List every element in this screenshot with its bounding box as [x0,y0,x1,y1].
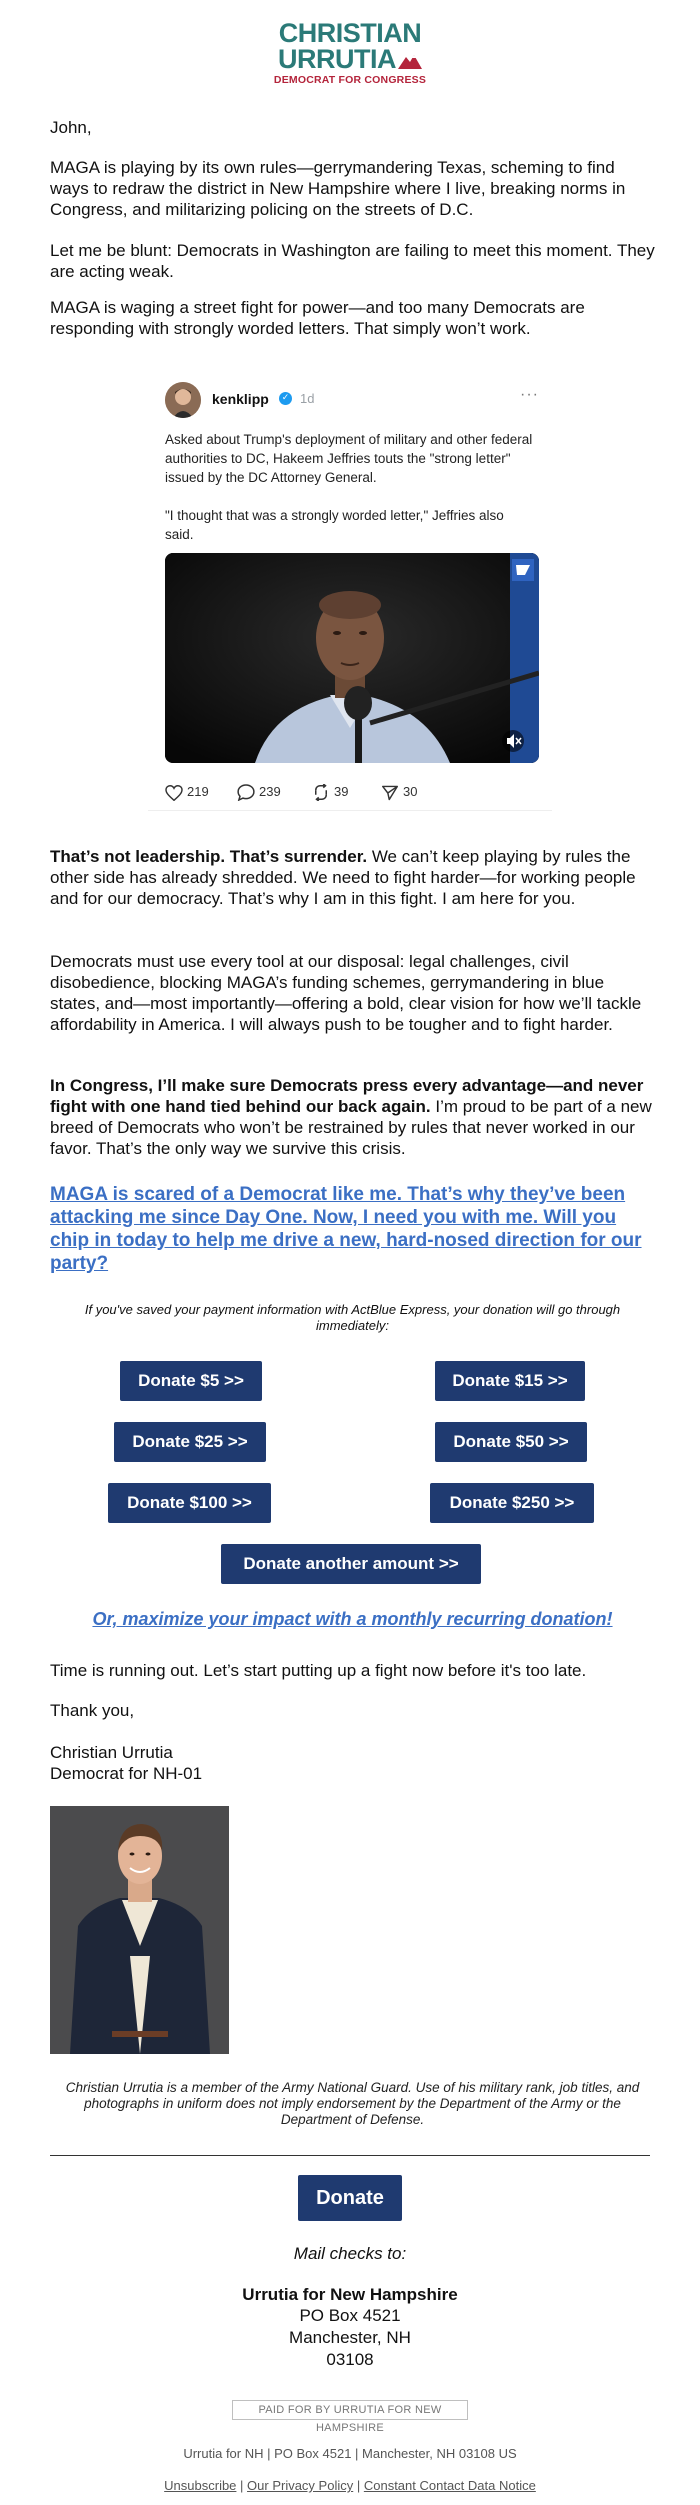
donate-15-button[interactable]: Donate $15 >> [435,1361,585,1401]
logo-line-3: DEMOCRAT FOR CONGRESS [273,74,427,86]
heart-icon [165,785,183,801]
share-stat[interactable] [381,784,417,801]
monthly-donation-link[interactable]: Or, maximize your impact with a monthly recurring donation! [92,1609,613,1629]
repost-stat[interactable] [312,784,348,801]
paragraph-4-rest: We can’t keep playing by rules the other side has already shredded. We need to fight harder—for working people and for our democracy. That’s why I am in this fight. I am here for you. [50,847,636,908]
mail-checks-label: Mail checks to: [293,2244,407,2263]
org-name: Urrutia for New Hampshire [242,2285,458,2304]
embedded-post[interactable] [148,370,552,812]
share-count: 30 [403,784,418,799]
logo-line-1: CHRISTIAN [278,18,422,48]
verified-icon: ✓ [279,392,292,405]
campaign-logo [268,20,432,86]
privacy-policy-link[interactable]: Our Privacy Policy [247,2478,354,2493]
send-icon [381,785,399,801]
paragraph-1: MAGA is playing by its own rules—gerrymandering Texas, scheming to find ways to redraw the district in New Hampshire where I live, breaking norms in Congress, and militarizing policing on the streets of D.C. [50,158,626,219]
like-count: 219 [187,784,209,799]
separator: | [353,2478,364,2493]
reply-stat[interactable] [237,784,281,801]
paragraph-6 [50,1075,655,1159]
donate-other-button[interactable]: Donate another amount >> [221,1544,481,1584]
logo-line-2-text: URRUTIA [278,44,396,74]
logo-line-2 [268,46,432,72]
ellipsis-icon[interactable]: ··· [520,386,539,403]
paid-for-by-box: PAID FOR BY URRUTIA FOR NEW HAMPSHIRE [232,2400,468,2420]
paragraph-4 [50,846,655,909]
paragraph-3: MAGA is waging a street fight for power—and too many Democrats are responding with strongly worded letters. That simply won’t work. [50,298,585,338]
paragraph-6-rest: I’m proud to be part of a new breed of Democrats who won’t be restrained by rules that never worked in our favor. That’s the only way we survive this crisis. [50,1097,652,1158]
signature-name: Christian Urrutia [50,1743,173,1762]
reply-count: 239 [259,784,281,799]
post-time: 1d [300,391,315,406]
video-frame-image [165,553,539,763]
address-line-1: PO Box 4521 [299,2306,401,2325]
post-text-1: Asked about Trump's deployment of military and other federal authorities to DC, Hakeem Jeffries touts the "strong letter" issued by the DC Attorney General. [165,432,533,485]
unsubscribe-link[interactable]: Unsubscribe [164,2478,237,2493]
paragraph-5: Democrats must use every tool at our disposal: legal challenges, civil disobedience, blocking MAGA’s funding schemes, gerrymandering in blue states, and—most importantly—offering a bold, clear vision for how we’ll tackle affordability in America. I will always push to be tougher and to fight harder. [50,952,642,1034]
like-stat[interactable] [165,784,209,801]
candidate-photo [50,1806,229,2054]
separator: | [236,2478,248,2493]
actblue-note: If you've saved your payment information with ActBlue Express, your donation will go through immediately: [84,1302,621,1333]
post-video[interactable] [165,553,539,763]
data-notice-link[interactable]: Constant Contact Data Notice [363,2478,536,2493]
post-divider [148,810,552,811]
paragraph-2: Let me be blunt: Democrats in Washington are failing to meet this moment. They are acting weak. [50,241,655,281]
avatar[interactable] [165,382,201,418]
thanks-line: Thank you, [50,1701,135,1720]
signature-title: Democrat for NH-01 [50,1764,203,1783]
mountain-icon [398,53,422,69]
donate-25-button[interactable]: Donate $25 >> [114,1422,266,1462]
repost-icon [312,784,330,801]
donate-100-button[interactable]: Donate $100 >> [108,1483,271,1523]
donate-250-button[interactable]: Donate $250 >> [430,1483,594,1523]
footer-address: Urrutia for NH | PO Box 4521 | Manchester, NH 03108 US [183,2446,517,2461]
donate-50-button[interactable]: Donate $50 >> [435,1422,587,1462]
paragraph-4-bold: That’s not leadership. That’s surrender. [50,847,368,866]
comment-icon [237,784,255,801]
candidate-portrait-image [50,1806,229,2054]
address-line-3: 03108 [326,2350,374,2369]
post-text-2: "I thought that was a strongly worded letter," Jeffries also said. [165,508,504,542]
post-username[interactable]: kenklipp [212,391,269,407]
greeting: John, [50,118,92,137]
footer-divider [50,2155,650,2156]
paragraph-7: Time is running out. Let’s start putting up a fight now before it's too late. [50,1661,587,1680]
footer-links [0,2478,700,2493]
footer-donate-button[interactable]: Donate [298,2175,402,2221]
paragraph-6-bold: In Congress, I’ll make sure Democrats press every advantage—and never fight with one hand tied behind our back again. [50,1076,644,1116]
donate-5-button[interactable]: Donate $5 >> [120,1361,262,1401]
repost-count: 39 [334,784,349,799]
military-disclaimer: Christian Urrutia is a member of the Army National Guard. Use of his military rank, job titles, and photographs in uniform does not imply endorsement by the Department of the Army or the Department of Defense. [65,2080,640,2127]
donate-cta-link[interactable]: MAGA is scared of a Democrat like me. That’s why they’ve been attacking me since Day One. Now, I need you with me. Will you chip in today to help me drive a new, hard-nosed direction for our party? [50,1184,642,1274]
address-line-2: Manchester, NH [289,2328,411,2347]
